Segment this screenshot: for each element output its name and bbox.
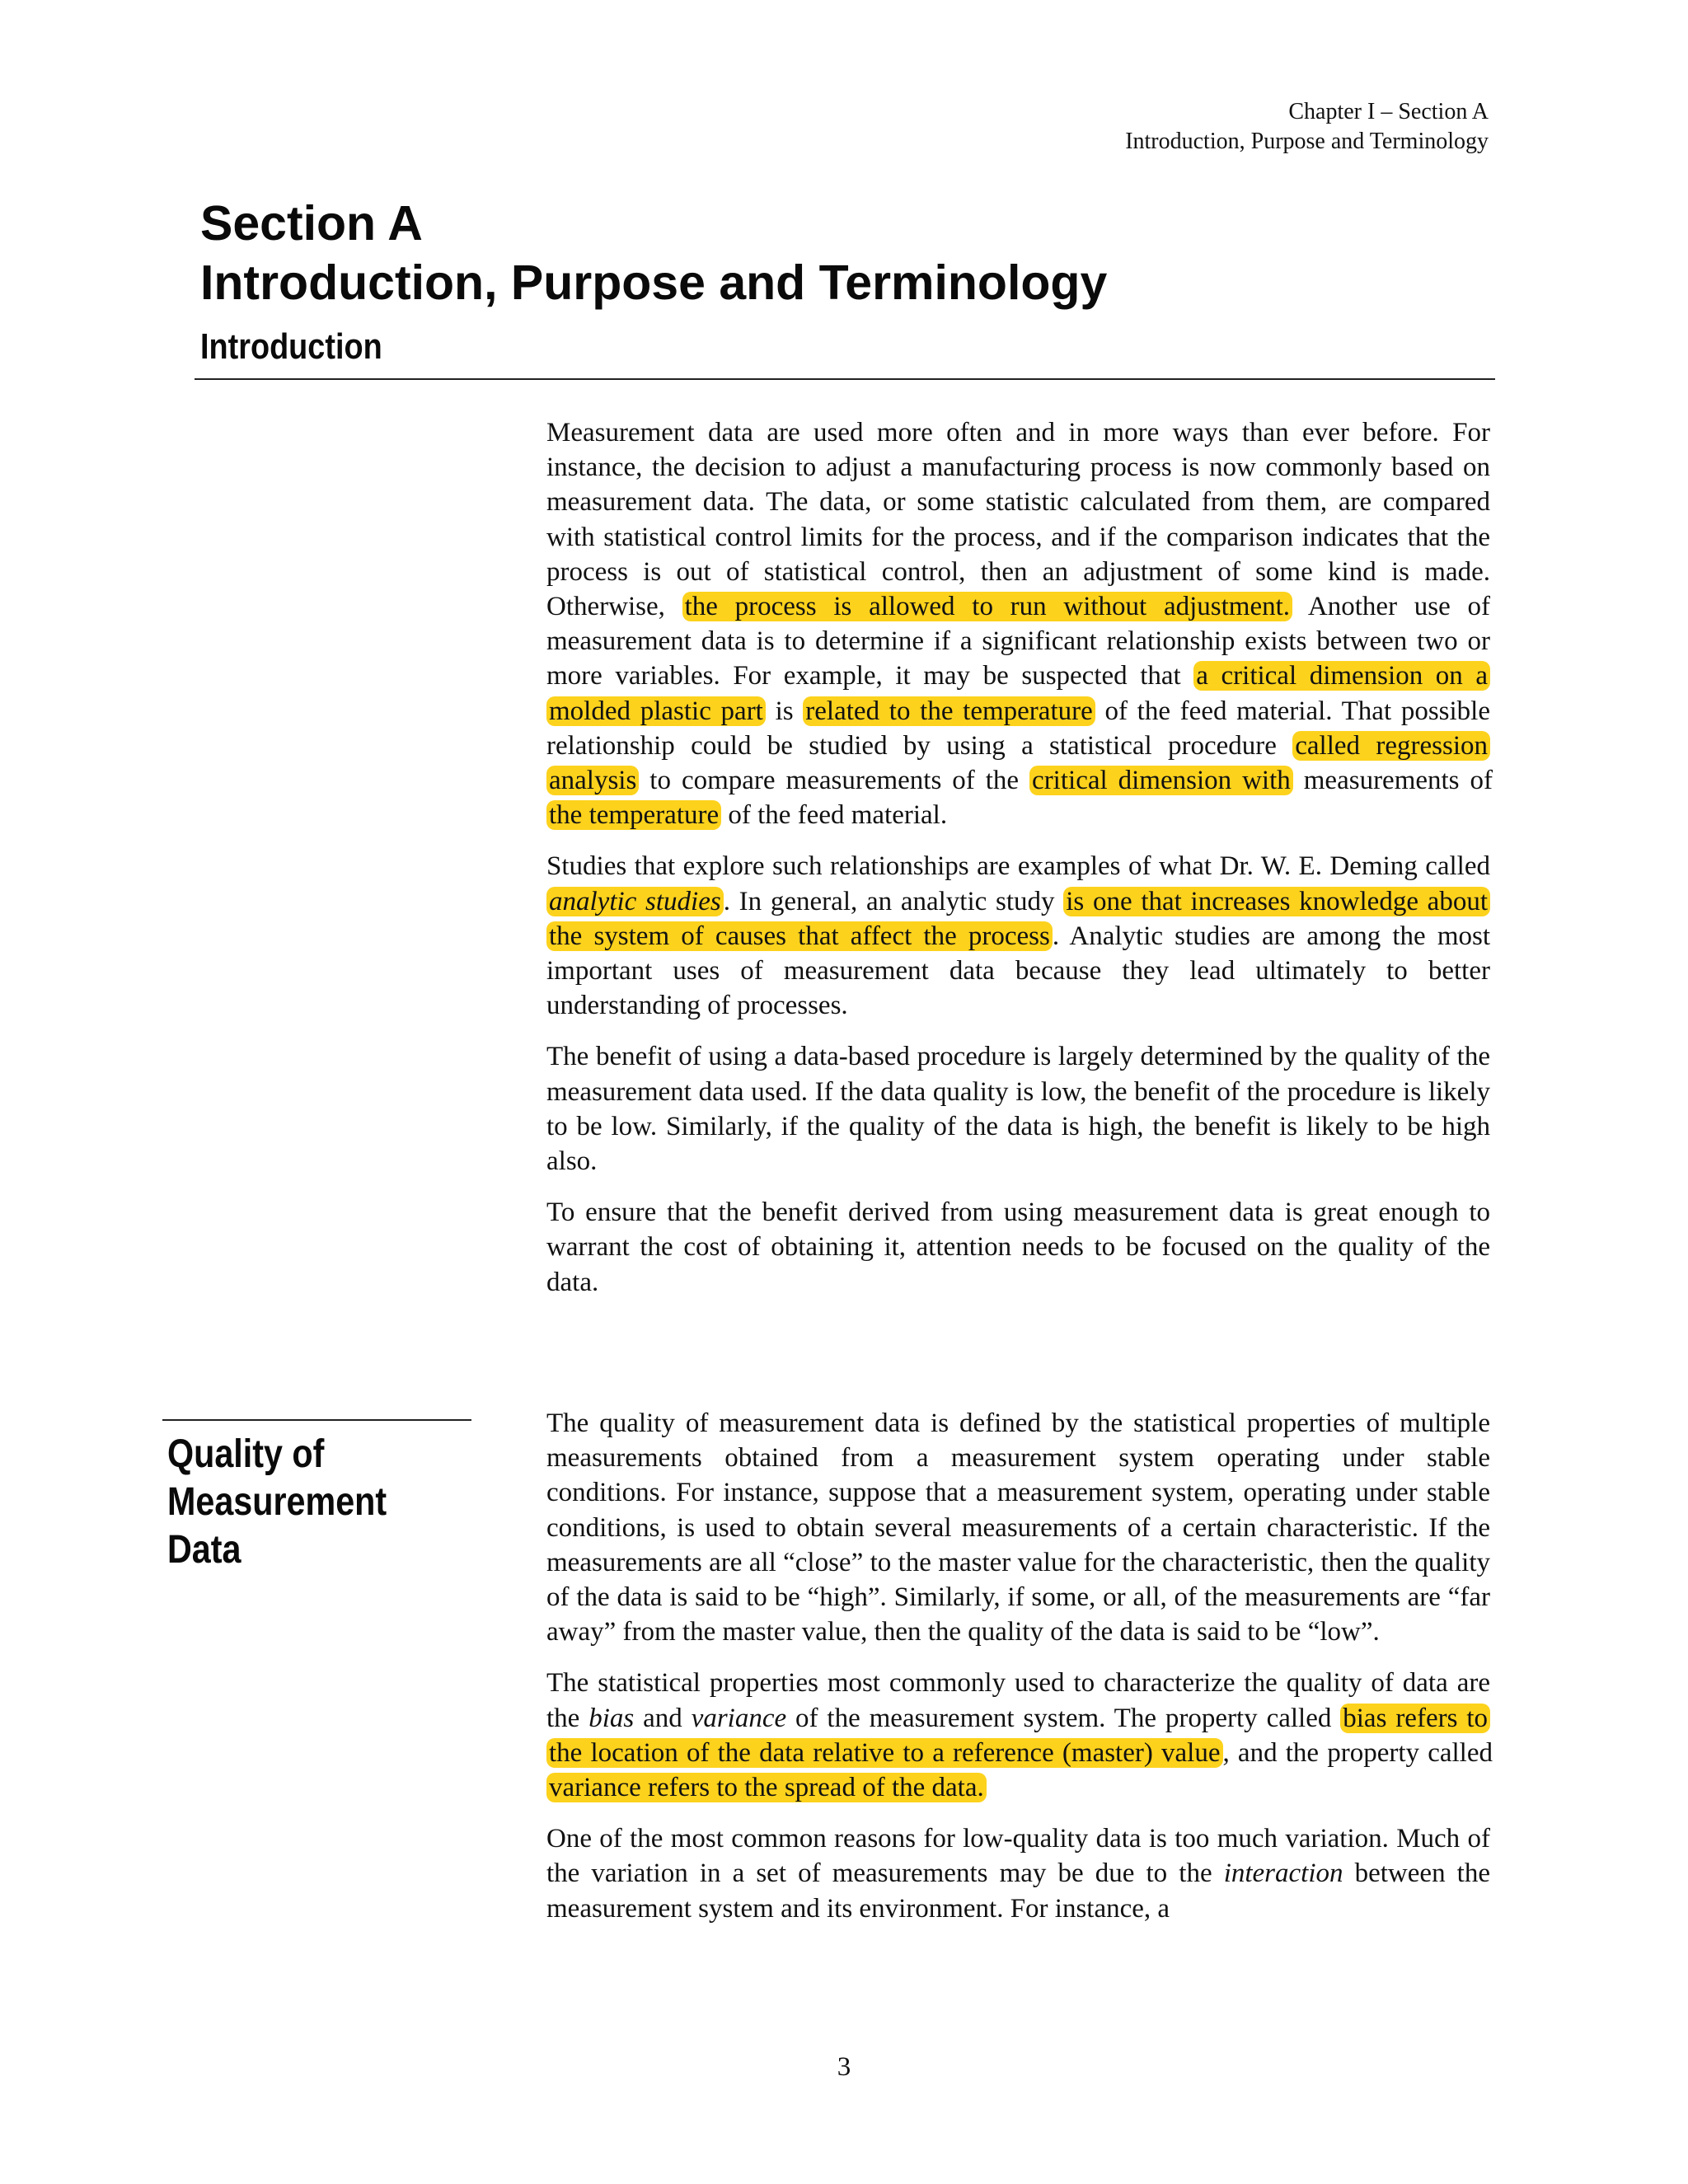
heading-rule [195, 378, 1495, 380]
highlight: called regression analysis [546, 731, 1490, 795]
quality-heading-line1: Quality of [167, 1432, 325, 1476]
quality-paragraph-3 [546, 1821, 1490, 1926]
intro-paragraph-1 [546, 415, 1493, 832]
running-header-chapter: Chapter I – Section A [1288, 99, 1489, 124]
text-run: measurements of [1292, 766, 1493, 796]
section-title-line2: Introduction, Purpose and Terminology [200, 255, 1108, 310]
text-run: The statistical properties most commonly used to characterize the quality of data are the [546, 1668, 1490, 1733]
text-run: and [634, 1703, 692, 1733]
quality-paragraph-1: The quality of measurement data is defined by the statistical properties of multiple measurements obtained from a measurement system operating under stable conditions. For instance, suppose that a measurement system, operating under stable conditions, is used to obtain several measurements of a certain characteristic. If the measurements are all “close” to the master value for the characteristic, then the quality of the data is said to be “high”. Similarly, if some, or all, of the measurements are “far away” from the master value, then the quality of the data is said to be “low”. [546, 1408, 1490, 1647]
section-title-line1: Section A [200, 196, 423, 251]
text-run: One of the most common reasons for low-quality data is too much variation. Much of the variation in a set of measurements may be due to the [546, 1824, 1490, 1889]
highlight: critical dimension with [1029, 766, 1293, 795]
intro-paragraph-4: To ensure that the benefit derived from using measurement data is great enough to warrant the cost of obtaining it, attention needs to be focused on the quality of the data. [546, 1197, 1490, 1297]
italic-term: analytic studies [549, 886, 721, 916]
quality-paragraph-2 [546, 1666, 1493, 1805]
page-number: 3 [837, 2052, 851, 2082]
highlight: variance refers to the spread of the data. [546, 1773, 987, 1802]
text-run: . In general, an analytic study [723, 886, 1064, 916]
text-run: of the feed material. That possible relationship could be studied by using a statistical procedure [546, 696, 1490, 761]
running-header-title: Introduction, Purpose and Terminology [1125, 129, 1489, 154]
quality-heading [167, 1431, 429, 1574]
italic-term: bias [588, 1703, 635, 1733]
text-run: of the feed material. [721, 800, 948, 831]
italic-term: variance [691, 1703, 787, 1733]
section-title [200, 194, 1107, 312]
highlight [546, 887, 724, 916]
introduction-heading: Introduction [200, 326, 382, 367]
text-run: to compare measurements of the [639, 766, 1030, 796]
intro-paragraph-3: The benefit of using a data-based procedure is largely determined by the quality of the measurement data used. If the data quality is low, the benefit of the procedure is likely to be low. Similarly, if the quality of the data is high, the benefit is likely to be high also. [546, 1042, 1490, 1177]
highlight: the temperature [546, 800, 721, 830]
quality-heading-line3: Data [167, 1528, 241, 1572]
highlight: related to the temperature [803, 696, 1095, 726]
text-run: Another use of measurement data is to determine if a significant relationship exists between two or more variables. For example, it may be suspected that [546, 592, 1490, 691]
running-header [1125, 97, 1489, 157]
highlight: the process is allowed to run without adjustment. [682, 592, 1292, 621]
text-run: of the measurement system. The property called [786, 1703, 1341, 1733]
text-run: Measurement data are used more often and in more ways than ever before. For instance, the decision to adjust a manufacturing process is now commonly based on measurement data. The data, or some statistic calculated from them, are compared with statistical control limits for the process, and if the comparison indicates that the process is out of statistical control, then an adjustment of some kind is made. Otherwise, [546, 418, 1490, 622]
quality-body [546, 1406, 1493, 1943]
text-run: , and the property called [1222, 1737, 1493, 1768]
introduction-body [546, 415, 1493, 1316]
highlight: is one that increases knowledge about the system of causes that affect the process [546, 887, 1490, 951]
text-run: is [765, 696, 804, 726]
text-run: . Analytic studies are among the most important uses of measurement data because they lead ultimately to better understanding of processes. [546, 921, 1491, 1021]
text-run: Studies that explore such relationships are examples of what Dr. W. E. Deming called [546, 851, 1490, 882]
italic-term: interaction [1223, 1858, 1343, 1889]
sidebar-rule [162, 1419, 471, 1421]
quality-heading-line2: Measurement [167, 1480, 387, 1524]
highlight: bias refers to the location of the data relative to a reference (master) value [546, 1704, 1490, 1768]
text-run: between the measurement system and its environment. For instance, a [546, 1858, 1490, 1924]
intro-paragraph-2 [546, 849, 1490, 1023]
highlight: a critical dimension on a molded plastic part [546, 661, 1490, 725]
